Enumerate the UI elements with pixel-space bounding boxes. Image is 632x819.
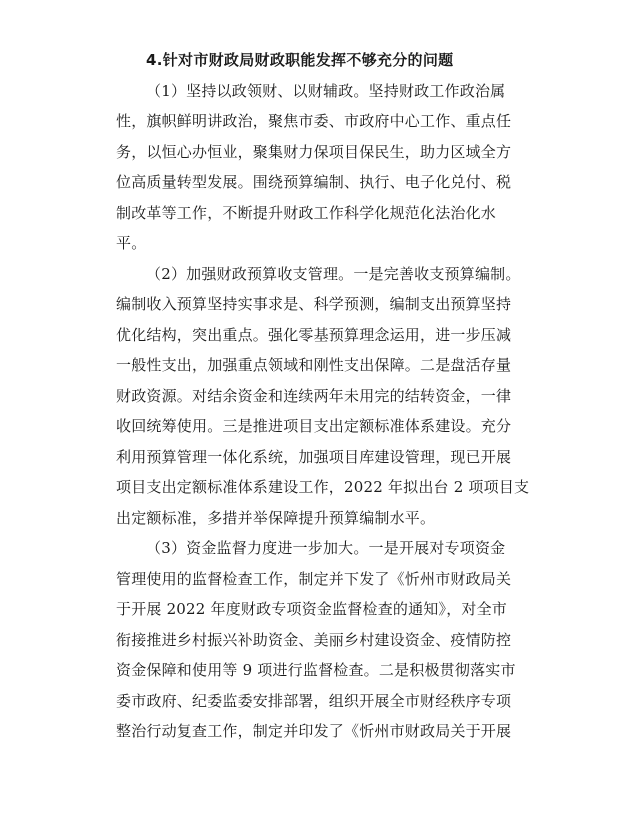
text-line: 平。 — [116, 234, 147, 252]
text-line: 一般性支出，加强重点领域和刚性支出保障。二是盘活存量 — [116, 356, 512, 374]
text-line: 务，以恒心办恒业，聚集财力保项目保民生，助力区域全方 — [116, 142, 512, 161]
paragraph-2 — [116, 259, 530, 534]
text-line: （1）坚持以政领财、以财辅政。坚持财政工作政治属 — [146, 81, 506, 100]
text-line: 收回统筹使用。三是推进项目支出定额标准体系建设。充分 — [116, 417, 512, 435]
text-line: 整治行动复查工作，制定并印发了《忻州市财政局关于开展 — [116, 722, 512, 740]
text-line: 编制收入预算坚持实事求是、科学预测，编制支出预算坚持 — [116, 295, 512, 313]
text-line: （2）加强财政预算收支管理。一是完善收支预算编制。 — [146, 264, 521, 283]
text-line: 管理使用的监督检查工作，制定并下发了《忻州市财政局关 — [116, 569, 512, 588]
section-heading: 4.针对市财政局财政职能发挥不够充分的问题 — [146, 51, 454, 69]
paragraph-3 — [116, 533, 516, 747]
paragraph-1 — [116, 76, 516, 259]
text-line: 性，旗帜鲜明讲政治，聚焦市委、市政府中心工作、重点任 — [116, 112, 512, 130]
text-line: 于开展 2022 年度财政专项资金监督检查的通知》，对全市 — [116, 600, 508, 618]
text-line: （3）资金监督力度进一步加大。一是开展对专项资金 — [146, 539, 506, 557]
text-line: 出定额标准，多措并举保障提升预算编制水平。 — [116, 508, 436, 527]
text-line: 财政资源。对结余资金和连续两年未用完的结转资金，一律 — [116, 386, 512, 405]
text-line: 衔接推进乡村振兴补助资金、美丽乡村建设资金、疫情防控 — [116, 630, 512, 649]
text-line: 项目支出定额标准体系建设工作，2022 年拟出台 2 项项目支 — [116, 478, 530, 496]
document-body — [116, 45, 530, 747]
text-line: 优化结构，突出重点。强化零基预算理念运用，进一步压减 — [116, 325, 512, 344]
text-line: 制改革等工作，不断提升财政工作科学化规范化法治化水 — [116, 203, 497, 222]
text-line: 利用预算管理一体化系统，加强项目库建设管理，现已开展 — [116, 447, 512, 466]
text-line: 委市政府、纪委监委安排部署，组织开展全市财经秩序专项 — [116, 691, 512, 710]
text-line: 资金保障和使用等 9 项进行监督检查。二是积极贯彻落实市 — [116, 661, 516, 679]
text-line: 位高质量转型发展。围绕预算编制、执行、电子化兑付、税 — [116, 173, 512, 191]
